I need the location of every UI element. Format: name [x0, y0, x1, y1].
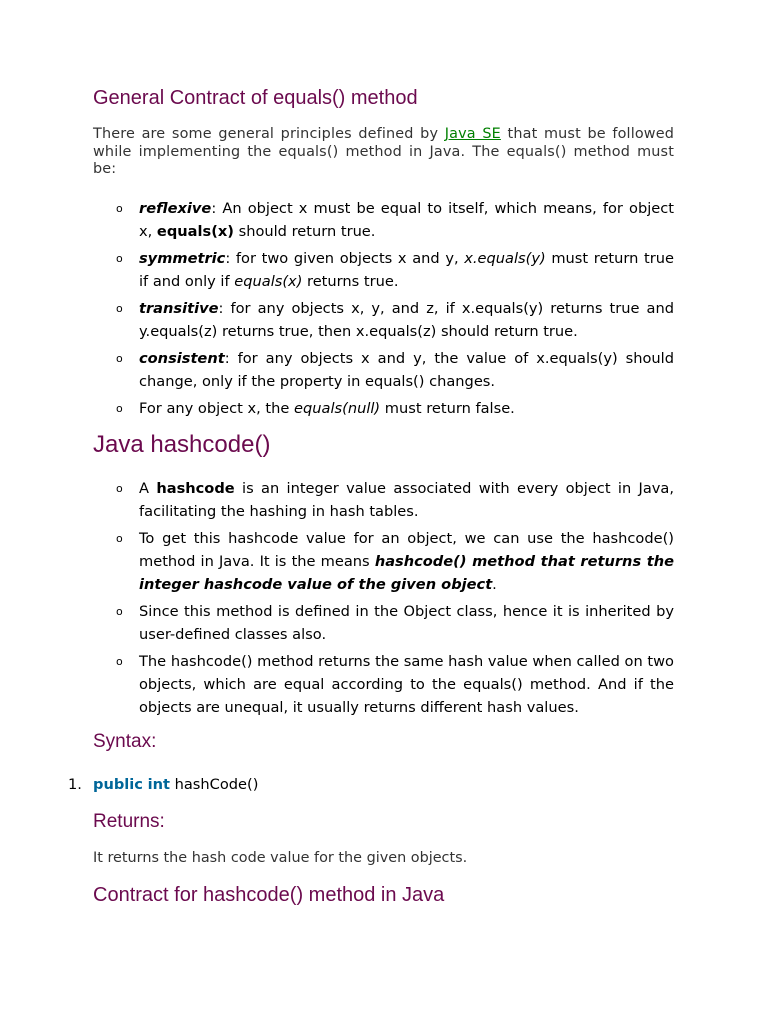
list-item-text: : for any objects x and y, the value of x.equals(y) should change, only if the property in equals() changes.: [139, 350, 674, 390]
method-name: hashCode(): [174, 776, 259, 793]
equals-contract-list: [113, 197, 674, 424]
italic-equals-null: equals(null): [294, 400, 381, 417]
list-item-text: should return true.: [233, 223, 376, 240]
intro-paragraph: [93, 126, 674, 179]
keyword-int: int: [147, 776, 170, 793]
bold-italic-hashcode-method: hashcode() method that returns the integer hashcode value of the given object: [139, 553, 674, 593]
list-item-text: must return false.: [380, 400, 515, 417]
list-item-text: For any object x, the: [139, 400, 295, 417]
list-item-text: must return true if and only if: [139, 250, 674, 290]
bullet-icon: o: [116, 482, 123, 495]
bold-hashcode: hashcode: [156, 480, 235, 497]
list-item-text: .: [492, 576, 497, 593]
heading-equals-contract: General Contract of equals() method: [93, 87, 418, 109]
list-item-text: : An object x must be equal to itself, which means, for object x,: [139, 200, 674, 240]
list-item-consistent: [113, 347, 674, 393]
bullet-icon: o: [116, 202, 123, 215]
list-item-text: A: [139, 480, 157, 497]
bullet-icon: o: [116, 302, 123, 315]
term-transitive: transitive: [139, 300, 219, 317]
list-item-inherited: [113, 600, 674, 646]
list-item-text: : for any objects x, y, and z, if x.equals(y) returns true and y.equals(z) returns true, then x.equals(z) should return true.: [139, 300, 674, 340]
italic-x-equals-y: x.equals(y): [464, 250, 546, 267]
heading-java-hashcode: Java hashcode(): [93, 431, 271, 458]
list-item-hashcode-definition: [113, 477, 674, 523]
list-item-get-hashcode: [113, 527, 674, 596]
heading-syntax: Syntax:: [93, 731, 157, 752]
code-line-number: 1.: [68, 776, 82, 793]
intro-text-after: that must be followed while implementing the equals() method in Java. The equals() method must be:: [93, 126, 675, 178]
list-item-same-hash: [113, 650, 674, 719]
list-item-symmetric: [113, 247, 674, 293]
term-reflexive: reflexive: [139, 200, 212, 217]
bullet-icon: o: [116, 655, 123, 668]
term-consistent: consistent: [139, 350, 225, 367]
keyword-public: public: [93, 776, 143, 793]
list-item-transitive: [113, 297, 674, 343]
list-item-text: Since this method is defined in the Object class, hence it is inherited by user-defined classes also.: [139, 603, 674, 643]
bullet-icon: o: [116, 402, 123, 415]
list-item-text: The hashcode() method returns the same hash value when called on two objects, which are equal according to the equals() method. And if the objects are unequal, it usually returns different hash values.: [139, 653, 674, 716]
bullet-icon: o: [116, 252, 123, 265]
heading-returns: Returns:: [93, 811, 165, 832]
bold-equals-x: equals(x): [156, 223, 234, 240]
italic-equals-x: equals(x): [234, 273, 303, 290]
returns-paragraph: It returns the hash code value for the given objects.: [93, 850, 468, 866]
heading-hashcode-contract: Contract for hashcode() method in Java: [93, 884, 445, 906]
java-se-link[interactable]: Java SE: [444, 126, 501, 142]
list-item-text: : for two given objects x and y,: [225, 250, 465, 267]
bullet-icon: o: [116, 352, 123, 365]
code-line: [68, 773, 258, 796]
list-item-text: is an integer value associated with every object in Java, facilitating the hashing in hash tables.: [139, 480, 674, 520]
hashcode-list: [113, 477, 674, 723]
list-item-null: [113, 397, 674, 420]
intro-text-before: There are some general principles defined by: [93, 126, 445, 142]
list-item-text: To get this hashcode value for an object, we can use the hashcode() method in Java. It is the means: [139, 530, 674, 570]
bullet-icon: o: [116, 605, 123, 618]
list-item-text: returns true.: [302, 273, 399, 290]
bullet-icon: o: [116, 532, 123, 545]
term-symmetric: symmetric: [139, 250, 226, 267]
list-item-reflexive: [113, 197, 674, 243]
